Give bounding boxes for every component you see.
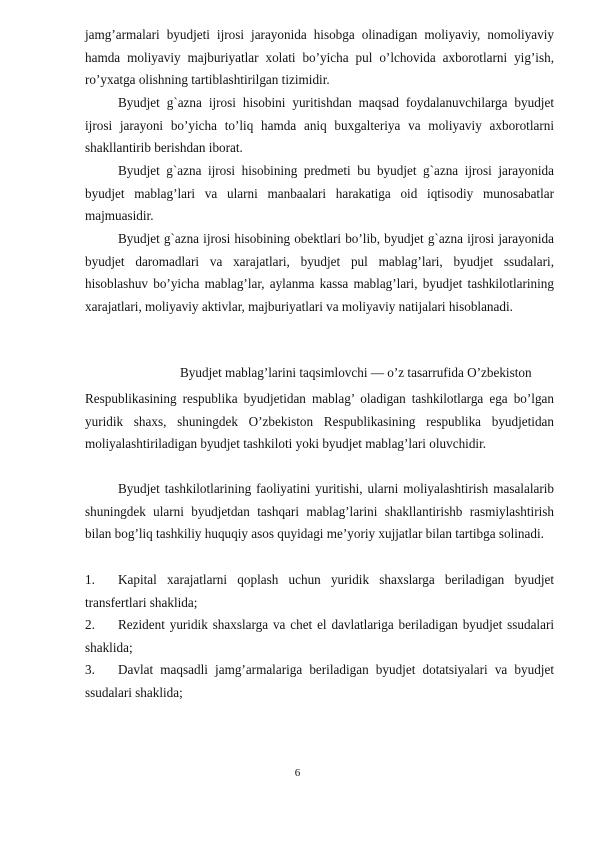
list-item [85,659,554,704]
paragraph-distributor-heading: Byudjet mablag’larini taqsimlovchi — o’z tasarrufida O’zbekiston [180,365,532,380]
paragraph-intro-continuation: jamg’armalari byudjeti ijrosi jarayonida hisobga olinadigan moliyaviy, nomoliyaviy hamda moliyaviy majburiyatlar xolati bo’yicha pul o’lchovida axborotlarni yig’ish, ro’yxatga olishning tartiblashtirilgan tizimidir. [85,27,554,88]
list-item [85,569,554,614]
paragraph-distributor-definition: Respublikasining respublika byudjetidan mablag’ oladigan tashkilotlarga ega bo’lgan yuridik shaxs, shuningdek O’zbekiston Respublikasining respublika byudjetidan moliyalashtiriladigan byudjet tashkiloti yoki byudjet mablag’lari oluvchidir. [85,391,554,452]
list-item [85,614,554,659]
paragraph-subject: Byudjet g`azna ijrosi hisobining predmeti bu byudjet g`azna ijrosi jarayonida byudjet mablag’lari va ularni manbaalari harakatiga oid iqtisodiy munosabatlar majmuasidir. [85,163,554,224]
paragraph-legal-basis: Byudjet tashkilotlarining faoliyatini yuritishi, ularni moliyalashtirish masalalarib shuningdek ularni byudjetdan tashqari mablag’larini shakllantirishb rasmiylashtirish bilan bog’liq tashkiliy huquqiy asos quyidagi me’yoriy xujjatlar bilan tartibga solinadi. [85,481,554,542]
list-item-number: 3. [85,662,95,678]
list-item-text: Davlat maqsadli jamg’armalariga beriladigan byudjet dotatsiyalari va byudjet ssudalari shaklida; [85,662,554,700]
list-item-text: Rezident yuridik shaxslarga va chet el davlatlariga beriladigan byudjet ssudalari shaklida; [85,617,554,655]
list-item-number: 2. [85,617,95,633]
list-item-text: Kapital xarajatlarni qoplash uchun yuridik shaxslarga beriladigan byudjet transfertlari shaklida; [85,572,554,610]
paragraph-purpose: Byudjet g`azna ijrosi hisobini yuritishdan maqsad foydalanuvchilarga byudjet ijrosi jarayoni bo’yicha to’liq hamda aniq buxgalteriya va moliyaviy axborotlarni shakllantirib berishdan iborat. [85,95,554,156]
list-item-number: 1. [85,572,95,587]
paragraph-objects: Byudjet g`azna ijrosi hisobining obektlari bo’lib, byudjet g`azna ijrosi jarayonida byudjet daromadlari va xarajatlari, byudjet pul mablag’lari, byudjet ssudalari, hisoblashuv bo’yicha mablag’lar, aylanma kassa mablag’lari, byudjet tashkilotlarining xarajatlari, moliyaviy aktivlar, majburiyatlari va moliyaviy natijalari hisoblanadi. [85,231,554,314]
page-number: 6 [294,767,301,779]
numbered-list [85,569,554,705]
